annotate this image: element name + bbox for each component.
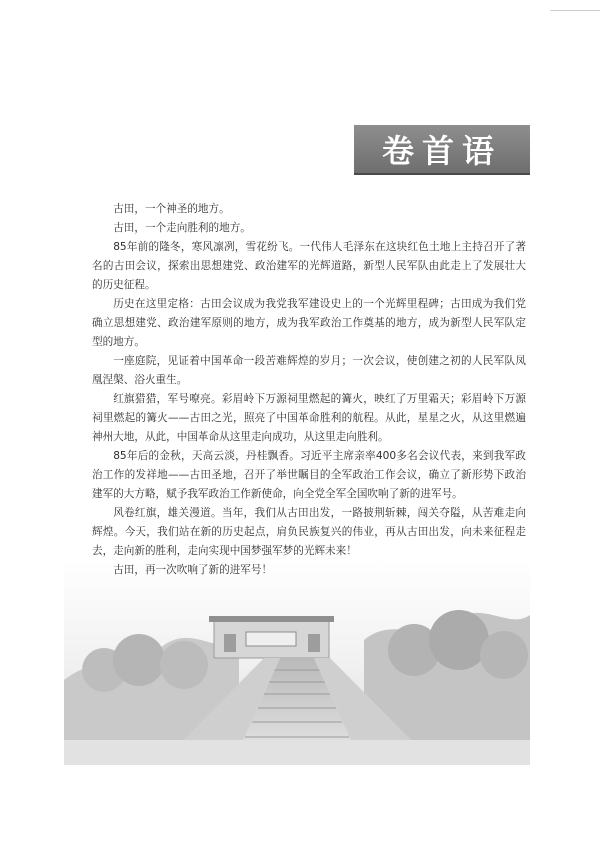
page-title: 卷首语 — [381, 132, 502, 170]
preface-body — [92, 200, 526, 580]
paragraph-4: 历史在这里定格：古田会议成为我党我军建设史上的一个光辉里程碑；古田成为我们党确立思想建党、政治建军原则的地方，成为我军政治工作奠基的地方，成为新型人民军队定型的地方。 — [92, 298, 526, 348]
paragraph-6: 红旗猎猎，军号嘹亮。彩眉岭下万源祠里燃起的篝火，映红了万里霜天；彩眉岭下万源祠里燃起的篝火——古田之光，照亮了中国革命胜利的航程。从此，星星之火，从这里燃遍神州大地，从此，中国革命从这里走向成功，从这里走向胜利。 — [92, 393, 526, 443]
page-corner-mark — [550, 0, 600, 11]
paragraph-7: 85年后的金秋，天高云淡，丹桂飘香。习近平主席亲率400多名会议代表，来到我军政治工作的发祥地——古田圣地，召开了举世瞩目的全军政治工作会议，确立了新形势下政治建军的大方略，赋予我军政治工作新使命，向全党全军全国吹响了新的进军号。 — [92, 450, 526, 500]
paragraph-9: 古田，再一次吹响了新的进军号！ — [113, 564, 273, 576]
title-banner — [354, 125, 530, 175]
paragraph-2: 古田，一个走向胜利的地方。 — [113, 222, 251, 234]
paragraph-1: 古田，一个神圣的地方。 — [113, 203, 230, 215]
paragraph-5: 一座庭院，见证着中国革命一段苦难辉煌的岁月；一次会议，使创建之初的人民军队凤凰涅槃、浴火重生。 — [92, 355, 526, 386]
paragraph-3: 85年前的隆冬，寒风凛冽，雪花纷飞。一代伟人毛泽东在这块红色土地上主持召开了著名的古田会议，探索出思想建党、政治建军的光辉道路，新型人民军队由此走上了发展壮大的历史征程。 — [92, 241, 526, 291]
gutian-memorial-scene — [64, 560, 530, 765]
memorial-illustration — [64, 560, 530, 765]
paragraph-8: 风卷红旗，雄关漫道。当年，我们从古田出发，一路披荆斩棘，闯关夺隘，从苦难走向辉煌。今天，我们站在新的历史起点，肩负民族复兴的伟业，再从古田出发，向未来征程走去，走向新的胜利，走向实现中国梦强军梦的光辉未来！ — [92, 507, 526, 557]
